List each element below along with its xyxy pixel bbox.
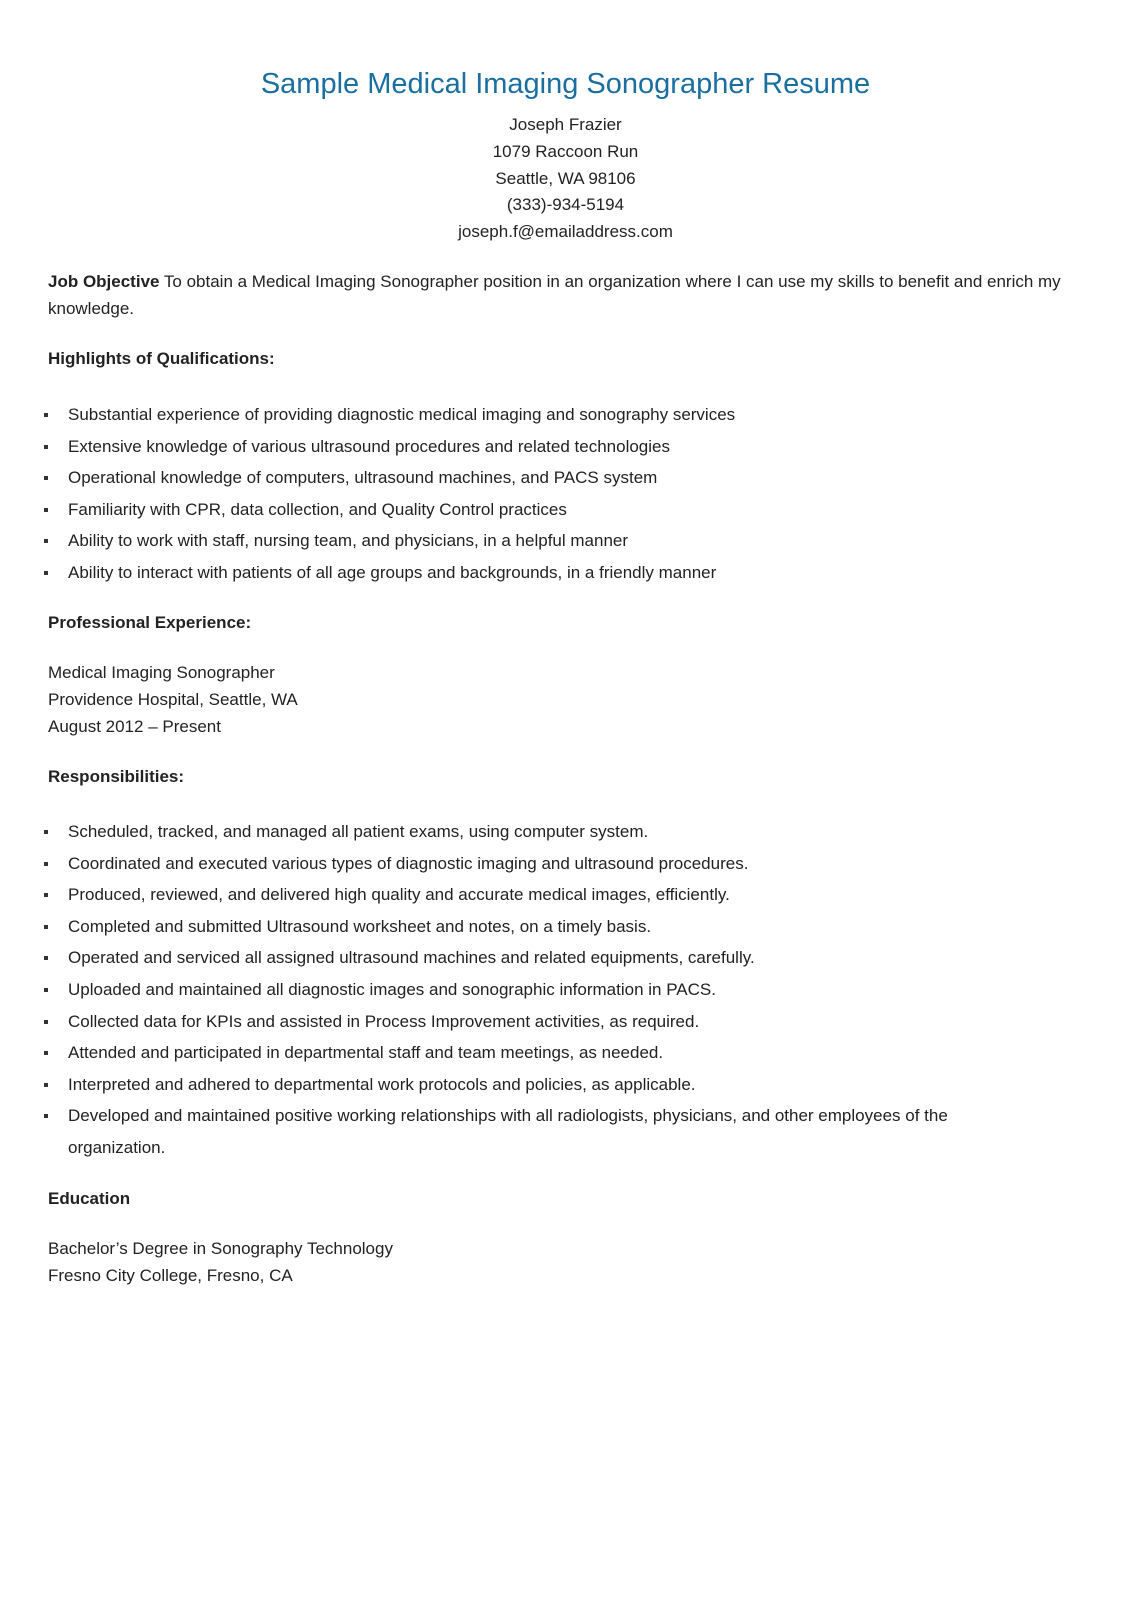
job-objective-label: Job Objective [48, 272, 160, 291]
contact-street: 1079 Raccoon Run [492, 141, 639, 161]
contact-block [0, 112, 1131, 246]
responsibilities-list [48, 816, 1008, 1164]
page-title: Sample Medical Imaging Sonographer Resume [260, 68, 871, 100]
list-item: Uploaded and maintained all diagnostic images and sonographic information in PACS. [48, 974, 1008, 1006]
list-item: Substantial experience of providing diagnostic medical imaging and sonography services [48, 399, 1068, 431]
list-item: Scheduled, tracked, and managed all patient exams, using computer system. [48, 816, 1008, 848]
list-item: Operational knowledge of computers, ultrasound machines, and PACS system [48, 462, 1068, 494]
list-item: Ability to interact with patients of all age groups and backgrounds, in a friendly manner [48, 557, 1068, 589]
contact-name: Joseph Frazier [509, 115, 622, 134]
school: Fresno City College, Fresno, CA [48, 1265, 293, 1285]
experience-entry [48, 660, 1068, 740]
job-title: Medical Imaging Sonographer [48, 663, 275, 682]
degree: Bachelor’s Degree in Sonography Technology [48, 1239, 393, 1258]
list-item: Collected data for KPIs and assisted in Process Improvement activities, as required. [48, 1006, 1008, 1038]
list-item: Developed and maintained positive working relationships with all radiologists, physicians, and other employees of the organization. [48, 1100, 1008, 1163]
job-dates: August 2012 – Present [48, 716, 221, 736]
list-item: Extensive knowledge of various ultrasound procedures and related technologies [48, 431, 1068, 463]
list-item: Operated and serviced all assigned ultrasound machines and related equipments, carefully. [48, 942, 1008, 974]
list-item: Ability to work with staff, nursing team, and physicians, in a helpful manner [48, 525, 1068, 557]
job-objective [48, 269, 1068, 323]
contact-phone: (333)-934-5194 [506, 195, 625, 215]
job-objective-text: To obtain a Medical Imaging Sonographer position in an organization where I can use my skills to benefit and enrich my knowledge. [48, 272, 1061, 318]
list-item: Coordinated and executed various types of diagnostic imaging and ultrasound procedures. [48, 848, 1008, 880]
education-entry [48, 1236, 1068, 1290]
highlights-heading: Highlights of Qualifications: [48, 349, 275, 368]
responsibilities-heading: Responsibilities: [48, 767, 185, 786]
list-item: Familiarity with CPR, data collection, and Quality Control practices [48, 494, 1068, 526]
education-heading: Education [48, 1189, 131, 1208]
highlights-list [48, 399, 1068, 589]
list-item: Attended and participated in departmental staff and team meetings, as needed. [48, 1037, 1008, 1069]
list-item: Interpreted and adhered to departmental work protocols and policies, as applicable. [48, 1069, 1008, 1101]
list-item: Completed and submitted Ultrasound worksheet and notes, on a timely basis. [48, 911, 1008, 943]
list-item: Produced, reviewed, and delivered high quality and accurate medical images, efficiently. [48, 879, 1008, 911]
experience-heading: Professional Experience: [48, 613, 252, 632]
contact-email: joseph.f@emailaddress.com [458, 222, 673, 242]
contact-city: Seattle, WA 98106 [495, 168, 636, 188]
employer: Providence Hospital, Seattle, WA [48, 689, 298, 709]
